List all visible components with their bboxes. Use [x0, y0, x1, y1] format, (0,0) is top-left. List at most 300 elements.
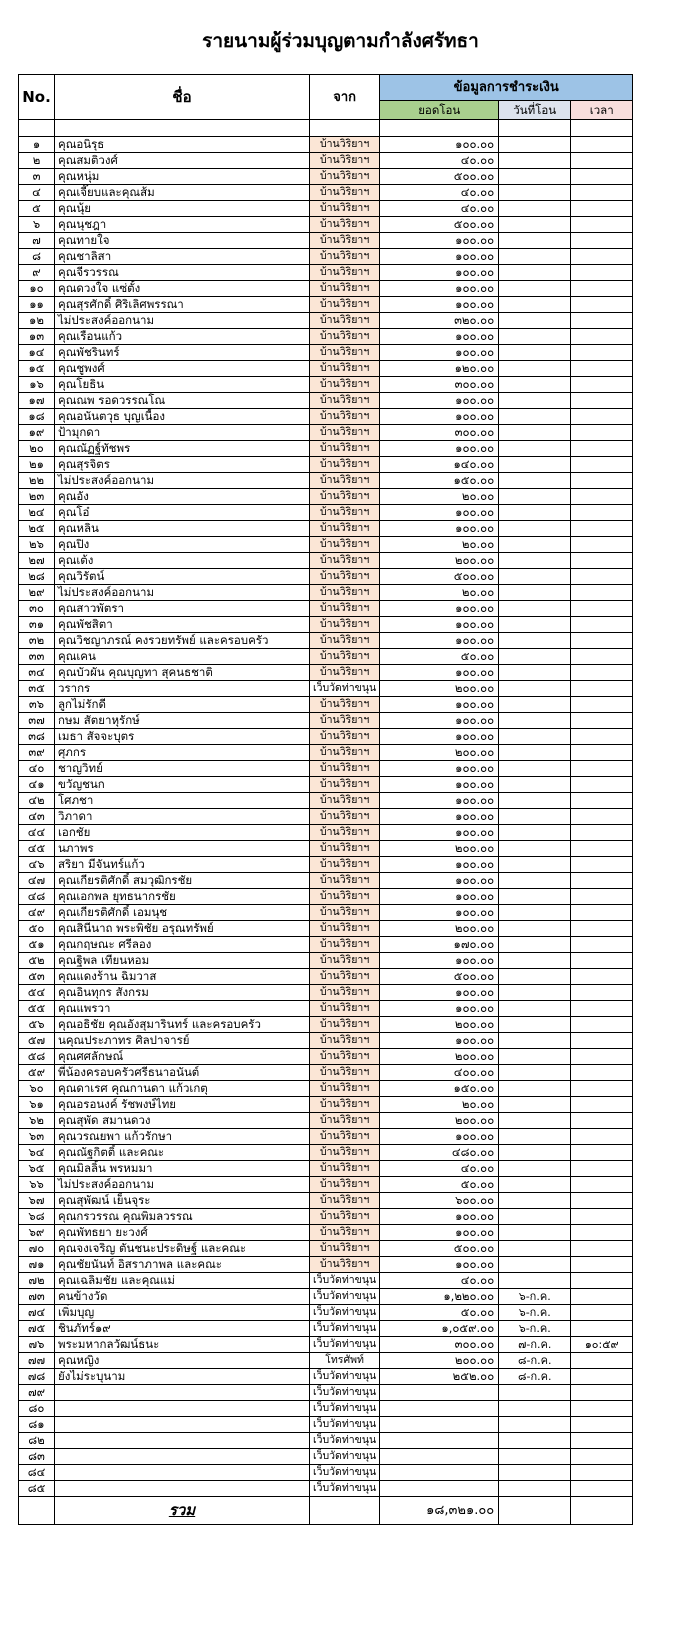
transfer-time-cell [571, 1321, 633, 1337]
source-cell: เว็บวัดท่าขนุน [310, 1449, 380, 1465]
row-number-cell: ๗๗ [19, 1353, 55, 1369]
row-number-cell: ๒๑ [19, 457, 55, 473]
transfer-time-cell [571, 809, 633, 825]
donor-name-cell: คุณบัวผัน คุณบุญทา สุคนธชาติ [55, 665, 310, 681]
donor-name-cell: เมธา สัจจะบุตร [55, 729, 310, 745]
donor-name-cell: คุณทายใจ [55, 233, 310, 249]
row-number-cell: ๖๓ [19, 1129, 55, 1145]
amount-cell: ๒๕๒.๐๐ [380, 1369, 499, 1385]
transfer-date-cell [499, 585, 571, 601]
donor-name-cell: ไม่ประสงค์ออกนาม [55, 473, 310, 489]
transfer-date-cell [499, 489, 571, 505]
row-number-cell: ๓๘ [19, 729, 55, 745]
row-number-cell: ๕๑ [19, 937, 55, 953]
transfer-date-cell [499, 409, 571, 425]
amount-cell: ๕๐๐.๐๐ [380, 569, 499, 585]
amount-cell: ๓๐๐.๐๐ [380, 1337, 499, 1353]
source-cell: บ้านวิริยาฯ [310, 1177, 380, 1193]
transfer-date-cell [499, 1177, 571, 1193]
transfer-time-cell [571, 265, 633, 281]
transfer-time-cell [571, 825, 633, 841]
transfer-date-cell [499, 473, 571, 489]
blank-cell [19, 120, 55, 137]
donor-name-cell: ไม่ประสงค์ออกนาม [55, 1177, 310, 1193]
amount-cell: ๑๐๐.๐๐ [380, 393, 499, 409]
source-cell: บ้านวิริยาฯ [310, 457, 380, 473]
row-number-cell: ๖๘ [19, 1209, 55, 1225]
transfer-date-cell [499, 345, 571, 361]
source-cell: บ้านวิริยาฯ [310, 585, 380, 601]
transfer-date-cell [499, 985, 571, 1001]
source-cell: บ้านวิริยาฯ [310, 1225, 380, 1241]
transfer-time-cell [571, 1049, 633, 1065]
transfer-date-cell: ๖-ก.ค. [499, 1305, 571, 1321]
table-row [19, 233, 633, 249]
donor-name-cell: คุณสุพัฒน์ เย็นจุระ [55, 1193, 310, 1209]
table-row [19, 249, 633, 265]
table-row [19, 1353, 633, 1369]
table-row [19, 1161, 633, 1177]
blank-cell [19, 1497, 55, 1525]
transfer-date-cell: ๗-ก.ค. [499, 1337, 571, 1353]
table-row [19, 1097, 633, 1113]
table-row [19, 953, 633, 969]
source-cell: บ้านวิริยาฯ [310, 521, 380, 537]
transfer-date-cell [499, 569, 571, 585]
donor-name-cell: คุณดวงใจ แซ่ตั้ง [55, 281, 310, 297]
header-name: ชื่อ [55, 75, 310, 120]
row-number-cell: ๘๒ [19, 1433, 55, 1449]
source-cell: บ้านวิริยาฯ [310, 425, 380, 441]
amount-cell: ๒๐๐.๐๐ [380, 681, 499, 697]
table-row [19, 569, 633, 585]
table-row [19, 873, 633, 889]
table-row [19, 409, 633, 425]
donor-name-cell: คุณวิรัตน์ [55, 569, 310, 585]
row-number-cell: ๓๒ [19, 633, 55, 649]
donor-name-cell [55, 1465, 310, 1481]
amount-cell: ๕๐.๐๐ [380, 1305, 499, 1321]
donor-name-cell: คุณอนันตวุธ บุญเนื้อง [55, 409, 310, 425]
transfer-date-cell [499, 1097, 571, 1113]
header-row [19, 75, 633, 101]
row-number-cell: ๒๘ [19, 569, 55, 585]
transfer-time-cell [571, 793, 633, 809]
donor-name-cell: นคุณประภาทร ศิลปาจารย์ [55, 1033, 310, 1049]
row-number-cell: ๒๔ [19, 505, 55, 521]
transfer-time-cell [571, 361, 633, 377]
amount-cell: ๕๐๐.๐๐ [380, 969, 499, 985]
donor-name-cell: คุณเกียรติศักดิ์ สมวุฒิกรชัย [55, 873, 310, 889]
transfer-time-cell [571, 201, 633, 217]
source-cell: เว็บวัดท่าขนุน [310, 681, 380, 697]
transfer-time-cell [571, 1225, 633, 1241]
amount-cell: ๒๐๐.๐๐ [380, 745, 499, 761]
donor-name-cell: คุณอธิชัย คุณอังสุมารินทร์ และครอบครัว [55, 1017, 310, 1033]
amount-cell [380, 1401, 499, 1417]
transfer-time-cell [571, 1417, 633, 1433]
donor-name-cell: คุณอรอนงค์ รัชพงษ์ไทย [55, 1097, 310, 1113]
transfer-date-cell [499, 1033, 571, 1049]
row-number-cell: ๘๐ [19, 1401, 55, 1417]
transfer-date-cell [499, 1225, 571, 1241]
table-row [19, 1225, 633, 1241]
transfer-time-cell [571, 1353, 633, 1369]
transfer-date-cell [499, 1065, 571, 1081]
donor-name-cell: นภาพร [55, 841, 310, 857]
transfer-time-cell [571, 585, 633, 601]
transfer-time-cell [571, 553, 633, 569]
row-number-cell: ๑๑ [19, 297, 55, 313]
transfer-time-cell [571, 1241, 633, 1257]
donor-name-cell: คุณแดงร้าน ฉิมวาส [55, 969, 310, 985]
transfer-date-cell [499, 937, 571, 953]
amount-cell: ๑๐๐.๐๐ [380, 985, 499, 1001]
transfer-time-cell [571, 841, 633, 857]
row-number-cell: ๓๕ [19, 681, 55, 697]
donor-name-cell: คุณณพ รอดวรรณโณ [55, 393, 310, 409]
table-row [19, 1017, 633, 1033]
source-cell: บ้านวิริยาฯ [310, 553, 380, 569]
transfer-date-cell [499, 1161, 571, 1177]
table-row [19, 505, 633, 521]
table-row [19, 681, 633, 697]
table-row [19, 937, 633, 953]
transfer-time-cell [571, 1273, 633, 1289]
transfer-date-cell [499, 841, 571, 857]
row-number-cell: ๘๑ [19, 1417, 55, 1433]
transfer-time-cell [571, 889, 633, 905]
donor-name-cell: คุณเฉลิมชัย และคุณแม่ [55, 1273, 310, 1289]
table-row [19, 1177, 633, 1193]
transfer-date-cell [499, 361, 571, 377]
transfer-time-cell [571, 729, 633, 745]
amount-cell: ๒๐.๐๐ [380, 489, 499, 505]
source-cell: บ้านวิริยาฯ [310, 777, 380, 793]
source-cell: บ้านวิริยาฯ [310, 505, 380, 521]
source-cell: บ้านวิริยาฯ [310, 969, 380, 985]
row-number-cell: ๖๙ [19, 1225, 55, 1241]
donor-name-cell: คุณฐิพล เทียนหอม [55, 953, 310, 969]
donor-table [18, 74, 633, 1525]
amount-cell: ๒๐.๐๐ [380, 1097, 499, 1113]
transfer-time-cell [571, 1433, 633, 1449]
amount-cell: ๒๐๐.๐๐ [380, 1113, 499, 1129]
transfer-time-cell [571, 473, 633, 489]
row-number-cell: ๒๓ [19, 489, 55, 505]
source-cell: บ้านวิริยาฯ [310, 921, 380, 937]
amount-cell: ๕๐๐.๐๐ [380, 217, 499, 233]
table-row [19, 441, 633, 457]
row-number-cell: ๗๑ [19, 1257, 55, 1273]
row-number-cell: ๑๘ [19, 409, 55, 425]
transfer-time-cell [571, 1193, 633, 1209]
table-row [19, 633, 633, 649]
donor-name-cell: คุณอนิรุธ [55, 137, 310, 153]
table-row [19, 697, 633, 713]
amount-cell: ๑๐๐.๐๐ [380, 889, 499, 905]
transfer-time-cell [571, 217, 633, 233]
row-number-cell: ๒ [19, 153, 55, 169]
source-cell: บ้านวิริยาฯ [310, 1065, 380, 1081]
transfer-date-cell [499, 969, 571, 985]
source-cell: บ้านวิริยาฯ [310, 473, 380, 489]
source-cell: บ้านวิริยาฯ [310, 1209, 380, 1225]
transfer-date-cell [499, 153, 571, 169]
transfer-time-cell [571, 249, 633, 265]
source-cell: เว็บวัดท่าขนุน [310, 1321, 380, 1337]
source-cell: บ้านวิริยาฯ [310, 729, 380, 745]
source-cell: บ้านวิริยาฯ [310, 169, 380, 185]
source-cell: บ้านวิริยาฯ [310, 201, 380, 217]
transfer-time-cell [571, 617, 633, 633]
donor-name-cell: โศภชา [55, 793, 310, 809]
amount-cell: ๑๐๐.๐๐ [380, 825, 499, 841]
transfer-date-cell [499, 905, 571, 921]
row-number-cell: ๓ [19, 169, 55, 185]
transfer-date-cell [499, 1049, 571, 1065]
transfer-date-cell [499, 201, 571, 217]
donor-name-cell: ลูกไม่รักดี [55, 697, 310, 713]
table-row [19, 1449, 633, 1465]
transfer-date-cell [499, 1465, 571, 1481]
transfer-time-cell [571, 457, 633, 473]
donor-name-cell: คุณหนุ่ม [55, 169, 310, 185]
row-number-cell: ๑ [19, 137, 55, 153]
transfer-time-cell [571, 1001, 633, 1017]
amount-cell: ๒๐.๐๐ [380, 537, 499, 553]
amount-cell [380, 1449, 499, 1465]
donor-name-cell [55, 1449, 310, 1465]
row-number-cell: ๓๗ [19, 713, 55, 729]
amount-cell: ๔๘๐.๐๐ [380, 1145, 499, 1161]
transfer-date-cell [499, 297, 571, 313]
donor-name-cell: คุณเอกพล ยุทธนากรชัย [55, 889, 310, 905]
amount-cell: ๑๐๐.๐๐ [380, 777, 499, 793]
amount-cell: ๔๐.๐๐ [380, 201, 499, 217]
transfer-time-cell [571, 1209, 633, 1225]
header-from: จาก [310, 75, 380, 120]
source-cell: บ้านวิริยาฯ [310, 1241, 380, 1257]
table-row [19, 313, 633, 329]
table-row [19, 713, 633, 729]
transfer-date-cell [499, 1433, 571, 1449]
amount-cell: ๑๐๐.๐๐ [380, 809, 499, 825]
transfer-date-cell [499, 1417, 571, 1433]
table-row [19, 1305, 633, 1321]
transfer-time-cell [571, 233, 633, 249]
transfer-date-cell [499, 953, 571, 969]
donor-name-cell: วรากร [55, 681, 310, 697]
transfer-date-cell [499, 185, 571, 201]
transfer-time-cell [571, 857, 633, 873]
table-row [19, 841, 633, 857]
row-number-cell: ๕๕ [19, 1001, 55, 1017]
amount-cell: ๒๐๐.๐๐ [380, 1049, 499, 1065]
transfer-time-cell [571, 169, 633, 185]
amount-cell: ๑๐๐.๐๐ [380, 329, 499, 345]
donor-name-cell [55, 1385, 310, 1401]
transfer-time-cell [571, 1257, 633, 1273]
transfer-time-cell [571, 537, 633, 553]
row-number-cell: ๑๗ [19, 393, 55, 409]
source-cell: บ้านวิริยาฯ [310, 345, 380, 361]
blank-row [19, 120, 633, 137]
row-number-cell: ๗๔ [19, 1305, 55, 1321]
row-number-cell: ๓๔ [19, 665, 55, 681]
transfer-time-cell [571, 1481, 633, 1497]
source-cell: บ้านวิริยาฯ [310, 137, 380, 153]
row-number-cell: ๒๐ [19, 441, 55, 457]
transfer-date-cell: ๘-ก.ค. [499, 1369, 571, 1385]
table-row [19, 281, 633, 297]
amount-cell: ๑๐๐.๐๐ [380, 953, 499, 969]
donor-name-cell: คุณพัชสิตา [55, 617, 310, 633]
transfer-time-cell [571, 921, 633, 937]
row-number-cell: ๖๔ [19, 1145, 55, 1161]
donor-name-cell: พระมหากลวัฒน์ธนะ [55, 1337, 310, 1353]
amount-cell [380, 1481, 499, 1497]
donor-name-cell: ชินภัทร์๑๙ [55, 1321, 310, 1337]
transfer-date-cell [499, 649, 571, 665]
table-row [19, 1385, 633, 1401]
source-cell: บ้านวิริยาฯ [310, 361, 380, 377]
transfer-date-cell [499, 505, 571, 521]
donor-name-cell: คุณสุรจิตร [55, 457, 310, 473]
row-number-cell: ๗๐ [19, 1241, 55, 1257]
source-cell: บ้านวิริยาฯ [310, 1081, 380, 1097]
transfer-time-cell [571, 985, 633, 1001]
row-number-cell: ๕๘ [19, 1049, 55, 1065]
table-row [19, 585, 633, 601]
donor-name-cell: คุณเรือนแก้ว [55, 329, 310, 345]
transfer-time-cell [571, 601, 633, 617]
blank-cell [571, 1497, 633, 1525]
source-cell: บ้านวิริยาฯ [310, 297, 380, 313]
donor-name-cell: พี่น้องครอบครัวศรีธนาอนันต์ [55, 1065, 310, 1081]
amount-cell: ๑๐๐.๐๐ [380, 873, 499, 889]
table-row [19, 521, 633, 537]
row-number-cell: ๓๙ [19, 745, 55, 761]
source-cell: บ้านวิริยาฯ [310, 153, 380, 169]
row-number-cell: ๗ [19, 233, 55, 249]
transfer-time-cell [571, 1401, 633, 1417]
table-row [19, 1193, 633, 1209]
donor-name-cell: คุณหญิง [55, 1353, 310, 1369]
source-cell: บ้านวิริยาฯ [310, 265, 380, 281]
source-cell: บ้านวิริยาฯ [310, 793, 380, 809]
row-number-cell: ๓๑ [19, 617, 55, 633]
donor-name-cell: คุณชูพงศ์ [55, 361, 310, 377]
source-cell: บ้านวิริยาฯ [310, 1113, 380, 1129]
transfer-time-cell [571, 953, 633, 969]
row-number-cell: ๗๘ [19, 1369, 55, 1385]
transfer-time-cell [571, 1129, 633, 1145]
amount-cell: ๑๐๐.๐๐ [380, 713, 499, 729]
transfer-time-cell [571, 1449, 633, 1465]
transfer-date-cell [499, 233, 571, 249]
amount-cell: ๑๐๐.๐๐ [380, 633, 499, 649]
table-row [19, 825, 633, 841]
row-number-cell: ๔๙ [19, 905, 55, 921]
table-row [19, 1289, 633, 1305]
amount-cell: ๑๐๐.๐๐ [380, 1033, 499, 1049]
table-row [19, 137, 633, 153]
transfer-date-cell [499, 617, 571, 633]
amount-cell: ๑๗๐.๐๐ [380, 937, 499, 953]
donor-name-cell: คุณโอ๋ [55, 505, 310, 521]
transfer-date-cell [499, 393, 571, 409]
source-cell: บ้านวิริยาฯ [310, 665, 380, 681]
transfer-time-cell [571, 153, 633, 169]
donor-name-cell: คุณดาเรศ คุณกานดา แก้วเกตุ [55, 1081, 310, 1097]
source-cell: บ้านวิริยาฯ [310, 409, 380, 425]
table-row [19, 857, 633, 873]
transfer-date-cell [499, 441, 571, 457]
row-number-cell: ๗๓ [19, 1289, 55, 1305]
transfer-time-cell [571, 489, 633, 505]
row-number-cell: ๓๓ [19, 649, 55, 665]
amount-cell: ๑๐๐.๐๐ [380, 265, 499, 281]
transfer-date-cell [499, 553, 571, 569]
source-cell: บ้านวิริยาฯ [310, 905, 380, 921]
source-cell: บ้านวิริยาฯ [310, 233, 380, 249]
amount-cell: ๑๐๐.๐๐ [380, 601, 499, 617]
amount-cell: ๔๐.๐๐ [380, 1161, 499, 1177]
source-cell: บ้านวิริยาฯ [310, 841, 380, 857]
transfer-time-cell [571, 1033, 633, 1049]
source-cell: บ้านวิริยาฯ [310, 633, 380, 649]
table-row [19, 665, 633, 681]
amount-cell: ๓๐๐.๐๐ [380, 377, 499, 393]
transfer-time-cell [571, 521, 633, 537]
transfer-time-cell [571, 1017, 633, 1033]
table-row [19, 153, 633, 169]
source-cell: บ้านวิริยาฯ [310, 569, 380, 585]
table-row [19, 185, 633, 201]
header-transfer-date: วันที่โอน [499, 101, 571, 120]
source-cell: เว็บวัดท่าขนุน [310, 1465, 380, 1481]
amount-cell [380, 1433, 499, 1449]
transfer-time-cell [571, 377, 633, 393]
transfer-date-cell [499, 1193, 571, 1209]
table-row [19, 1433, 633, 1449]
transfer-time-cell [571, 937, 633, 953]
donor-name-cell: คุณวิชญาภรณ์ คงรวยทรัพย์ และครอบครัว [55, 633, 310, 649]
transfer-date-cell [499, 1017, 571, 1033]
transfer-time-cell [571, 1065, 633, 1081]
table-row [19, 617, 633, 633]
row-number-cell: ๙ [19, 265, 55, 281]
source-cell: บ้านวิริยาฯ [310, 393, 380, 409]
transfer-time-cell [571, 969, 633, 985]
row-number-cell: ๓๖ [19, 697, 55, 713]
transfer-date-cell [499, 1257, 571, 1273]
transfer-date-cell [499, 713, 571, 729]
table-row [19, 1001, 633, 1017]
donor-name-cell: กษม สัตยาหุรักษ์ [55, 713, 310, 729]
source-cell: บ้านวิริยาฯ [310, 649, 380, 665]
donor-name-cell: คุณณัฏฐ์ทัชพร [55, 441, 310, 457]
amount-cell: ๑๐๐.๐๐ [380, 1001, 499, 1017]
table-row [19, 1257, 633, 1273]
transfer-date-cell [499, 777, 571, 793]
donor-name-cell: คุณศศลักษณ์ [55, 1049, 310, 1065]
transfer-date-cell [499, 217, 571, 233]
table-row [19, 1145, 633, 1161]
source-cell: บ้านวิริยาฯ [310, 185, 380, 201]
source-cell: บ้านวิริยาฯ [310, 1129, 380, 1145]
